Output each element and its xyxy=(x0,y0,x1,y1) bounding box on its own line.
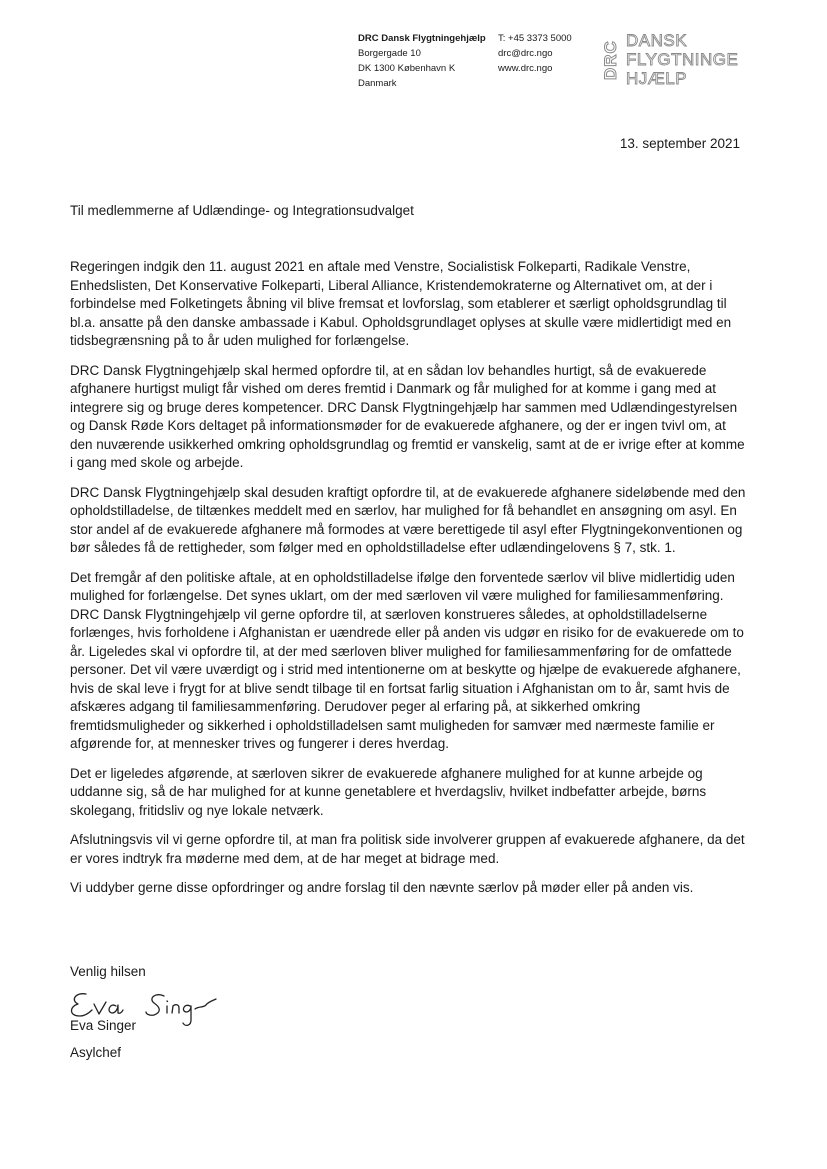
signer-title: Asylchef xyxy=(70,1045,122,1060)
letter-date: 13. september 2021 xyxy=(619,136,740,151)
recipient-line: Til medlemmerne af Udlændinge- og Integrationsudvalget xyxy=(70,203,414,218)
address-line: Danmark xyxy=(358,78,397,89)
closing-salutation: Venlig hilsen xyxy=(70,964,146,979)
email-address: drc@drc.ngo xyxy=(498,48,553,59)
logo-line: HJÆLP xyxy=(626,69,688,88)
body-paragraph: Vi uddyber gerne disse opfordringer og andre forslag til den nævnte særlov på møder eller på anden vis. xyxy=(70,880,694,895)
website: www.drc.ngo xyxy=(498,63,553,74)
drc-logo xyxy=(601,31,751,91)
body-paragraph: Det er ligeledes afgørende, at særloven sikrer de evakuerede afghanere mulighed for at kunne arbejde og uddanne sig, så de har mulighed for at kunne genetablere et hverdagsliv, hvilket indbefatter arbejde, børns skolegang, fritidsliv og nye lokale netværk. xyxy=(70,765,707,818)
org-name: DRC Dansk Flygtningehjælp xyxy=(358,33,486,44)
phone-number: T: +45 3373 5000 xyxy=(498,33,572,44)
address-line: Borgergade 10 xyxy=(358,48,421,59)
body-paragraph: DRC Dansk Flygtningehjælp skal hermed opfordre til, at en sådan lov behandles hurtigt, så de evakuerede afghanere hurtigst muligt får vished om deres fremtid i Danmark og får mulighed for at komme i gang med at integrere sig og bruge deres kompetencer. DRC Dansk Flygtningehjælp har sammen med Udlændingestyrelsen og Dansk Røde Kors deltaget på informationsmøder for de evakuerede afghanere, og der er ingen tvivl om, at den nuværende usikkerhed omkring opholdsgrundlag og fremtid er vanskelig, samt at de er ivrige efter at komme i gang med skole og arbejde. xyxy=(70,362,745,470)
address-line: DK 1300 København K xyxy=(358,63,456,74)
body-paragraph: Det fremgår af den politiske aftale, at en opholdstilladelse ifølge den forventede særlov vil blive midlertidig uden mulighed for forlængelse. Det synes uklart, om der med særloven vil være mulighed for familiesammenføring. DRC Dansk Flygtningehjælp vil gerne opfordre til, at særloven konstrueres således, at opholdstilladelserne forlænges, hvis forholdene i Afghanistan er uændrede eller på anden vis udgør en risiko for de evakuerede om to år. Ligeledes skal vi opfordre til, at der med særloven bliver mulighed for familiesammenføring for de omfattede personer. Det vil være uværdigt og i strid med intentionerne om at beskytte og hjælpe de evakuerede afghanere, hvis de skal leve i frygt for at blive sendt tilbage til en fortsat farlig situation i Afghanistan om to år, samt hvis de afskæres adgang til familiesammenføring. Derudover peger al erfaring på, at sikkerhed omkring fremtidsmuligheder og sikkerhed i opholdstilladelsen samt muligheden for samvær med nærmeste familie er afgørende for, at mennesker trives og fungerer i deres hverdag. xyxy=(70,569,744,751)
body-paragraph: Regeringen indgik den 11. august 2021 en aftale med Venstre, Socialistisk Folkeparti, Radikale Venstre, Enhedslisten, Det Konservative Folkeparti, Liberal Alliance, Kristendemokraterne og Alternativet om, at der i forbindelse med Folketingets åbning vil blive fremsat et lovforslag, som etablerer et særligt opholdsgrundlag til bl.a. ansatte på den danske ambassade i Kabul. Opholdsgrundlaget oplyses at skulle være midlertidigt med en tidsbegrænsning på to år uden mulighed for forlængelse. xyxy=(70,259,732,348)
logo-mark: DRC xyxy=(601,40,620,80)
letter-body xyxy=(70,258,750,909)
contact-block xyxy=(498,31,572,76)
logo-line: FLYGTNINGE xyxy=(626,50,739,69)
body-paragraph: DRC Dansk Flygtningehjælp skal desuden kraftigt opfordre til, at de evakuerede afghanere sideløbende med den opholdstilladelse, de tiltænkes meddelt med en særlov, har mulighed for få behandlet en ansøgning om asyl. En stor andel af de evakuerede afghanere må formodes at være berettigede til asyl efter Flygtningekonventionen og bør således få de rettigheder, som følger med en opholdstilladelse efter udlændingelovens § 7, stk. 1. xyxy=(70,484,746,555)
signer-name: Eva Singer xyxy=(70,1018,137,1033)
body-paragraph: Afslutningsvis vil vi gerne opfordre til, at man fra politisk side involverer gruppen af evakuerede afghanere, da det er vores indtryk fra møderne med dem, at de har meget at bidrage med. xyxy=(70,832,745,866)
logo-line: DANSK xyxy=(626,31,688,50)
org-address-block xyxy=(358,31,486,91)
logo-wordmark xyxy=(626,31,738,88)
